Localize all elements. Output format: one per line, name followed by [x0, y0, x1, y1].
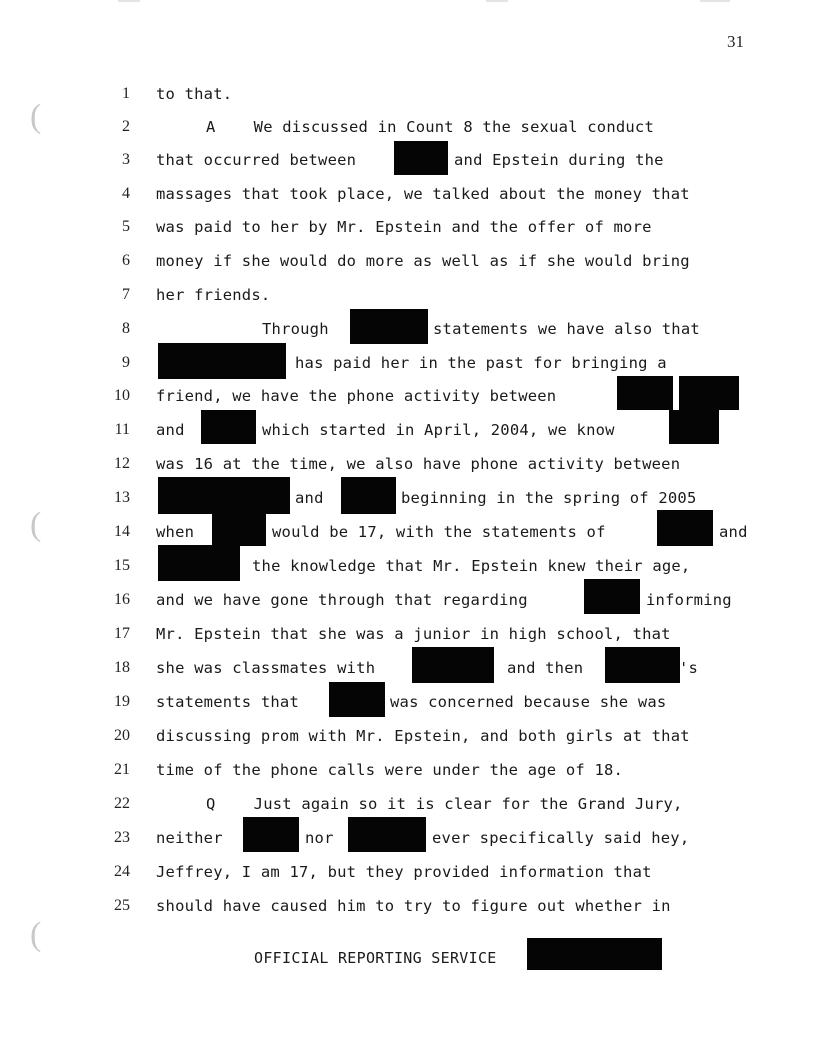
transcript-line-text: friend, we have the phone activity between	[156, 387, 557, 405]
margin-scan-mark: (	[30, 916, 42, 953]
transcript-line-text: neither	[156, 829, 223, 847]
redaction-box	[158, 477, 290, 514]
redaction-box	[584, 579, 640, 614]
line-number: 23	[114, 829, 130, 846]
line-number: 24	[114, 863, 130, 880]
line-number: 16	[114, 591, 130, 608]
transcript-line-text: and we have gone through that regarding	[156, 591, 528, 609]
transcript-line-text: that occurred between	[156, 151, 357, 169]
transcript-line-text: would be 17, with the statements of	[272, 523, 606, 541]
transcript-line-text: and then	[507, 659, 584, 677]
line-number: 17	[114, 625, 130, 642]
transcript-line-text: beginning in the spring of 2005	[401, 489, 697, 507]
transcript-line-text: money if she would do more as well as if she would bring	[156, 252, 690, 270]
footer-reporting-service: OFFICIAL REPORTING SERVICE	[254, 949, 497, 967]
line-number: 21	[114, 761, 130, 778]
transcript-line-text: which started in April, 2004, we know	[262, 421, 615, 439]
page-number: 31	[727, 32, 744, 51]
redaction-box	[657, 510, 713, 546]
line-number: 14	[114, 523, 130, 540]
scan-mark	[118, 0, 140, 2]
line-number: 19	[114, 693, 130, 710]
transcript-line-text: when	[156, 523, 195, 541]
redaction-box	[348, 817, 426, 852]
transcript-line-text: time of the phone calls were under the age of 18.	[156, 761, 624, 779]
transcript-line-text: and	[719, 523, 748, 541]
line-number: 6	[122, 252, 130, 269]
line-number: 12	[114, 455, 130, 472]
redaction-box	[412, 647, 494, 683]
redaction-box	[329, 682, 385, 717]
margin-scan-mark: (	[30, 98, 42, 135]
line-number: 11	[114, 421, 130, 438]
transcript-line-text: ever specifically said hey,	[432, 829, 690, 847]
line-number: 9	[122, 354, 130, 371]
transcript-line-text: she was classmates with	[156, 659, 376, 677]
footer-redaction-box	[527, 938, 662, 970]
transcript-line-text: A We discussed in Count 8 the sexual conduct	[206, 118, 654, 136]
redaction-box	[158, 545, 240, 581]
line-number: 25	[114, 897, 130, 914]
redaction-box	[212, 510, 266, 546]
transcript-line-text: was paid to her by Mr. Epstein and the offer of more	[156, 218, 652, 236]
line-number: 7	[122, 286, 130, 303]
transcript-line-text: was concerned because she was	[390, 693, 667, 711]
line-number: 13	[114, 489, 130, 506]
transcript-line-text: and	[295, 489, 324, 507]
scan-mark	[486, 0, 508, 2]
line-number: 5	[122, 218, 130, 235]
transcript-line-text: should have caused him to try to figure out whether in	[156, 897, 671, 915]
transcript-line-text: discussing prom with Mr. Epstein, and both girls at that	[156, 727, 690, 745]
transcript-line-text: 's	[679, 659, 699, 677]
transcript-line-text: and Epstein during the	[454, 151, 664, 169]
line-number: 15	[114, 557, 130, 574]
transcript-line-text: Mr. Epstein that she was a junior in high school, that	[156, 625, 671, 643]
transcript-line-text: her friends.	[156, 286, 271, 304]
redaction-box	[669, 410, 719, 444]
line-number: 3	[122, 151, 130, 168]
transcript-line-text: was 16 at the time, we also have phone activity between	[156, 455, 681, 473]
transcript-line-text: nor	[305, 829, 334, 847]
line-number: 2	[122, 118, 130, 135]
transcript-line-text: Q Just again so it is clear for the Grand Jury,	[206, 795, 683, 813]
transcript-line-text: has paid her in the past for bringing a	[295, 354, 667, 372]
transcript-line-text: informing	[646, 591, 732, 609]
line-number: 18	[114, 659, 130, 676]
margin-scan-mark: (	[30, 506, 42, 543]
redaction-box	[243, 817, 299, 852]
transcript-line-text: Through	[262, 320, 329, 338]
redaction-box	[605, 647, 680, 683]
redaction-box	[394, 141, 448, 175]
redaction-box	[617, 376, 673, 410]
line-number: 1	[122, 85, 130, 102]
transcript-line-text: and	[156, 421, 185, 439]
redaction-box	[350, 309, 428, 344]
transcript-line-text: Jeffrey, I am 17, but they provided information that	[156, 863, 652, 881]
transcript-line-text: statements that	[156, 693, 299, 711]
redaction-box	[158, 343, 286, 379]
scan-mark	[700, 0, 730, 2]
line-number: 22	[114, 795, 130, 812]
transcript-line-text: massages that took place, we talked about the money that	[156, 185, 690, 203]
line-number: 10	[114, 387, 130, 404]
redaction-box	[201, 410, 256, 444]
line-number: 8	[122, 320, 130, 337]
transcript-line-text: the knowledge that Mr. Epstein knew their age,	[252, 557, 691, 575]
redaction-box	[679, 376, 739, 410]
transcript-line-text: to that.	[156, 85, 233, 103]
transcript-line-text: statements we have also that	[433, 320, 700, 338]
line-number: 20	[114, 727, 130, 744]
redaction-box	[341, 477, 396, 514]
line-number: 4	[122, 185, 130, 202]
